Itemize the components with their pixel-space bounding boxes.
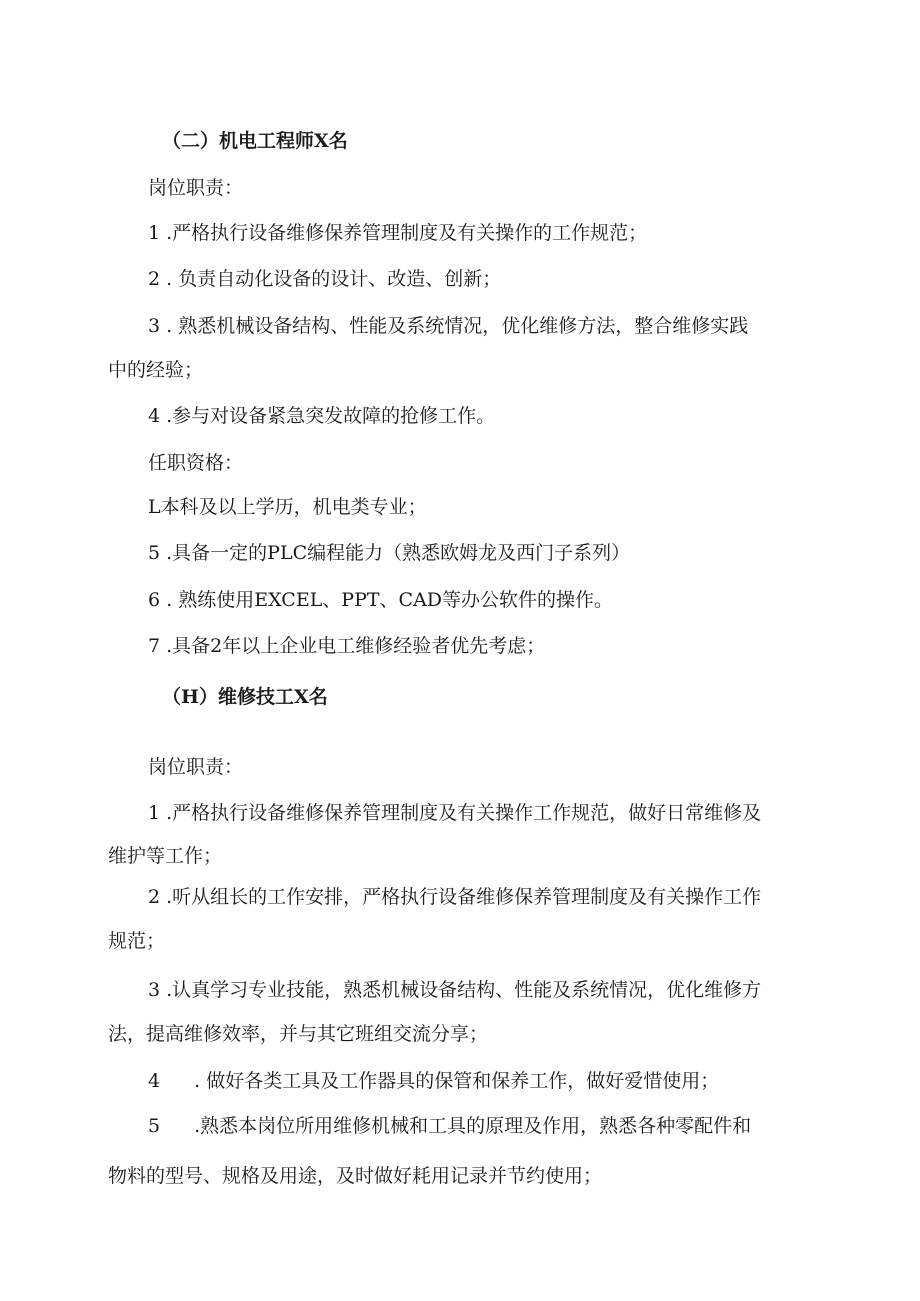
item-number: 5 <box>148 1115 161 1137</box>
item-number: 3 <box>148 315 161 337</box>
duty-item-5-continuation: 物料的型号、规格及用途，及时做好耗用记录并节约使用； <box>108 1165 603 1187</box>
duty-item-3-continuation: 中的经验； <box>108 359 204 381</box>
item-number: 7 <box>148 635 161 657</box>
item-text: .听从组长的工作安排，严格执行设备维修保养管理制度及有关操作工作 <box>166 886 762 908</box>
item-text: . 熟练使用EXCEL、PPT、CAD等办公软件的操作。 <box>166 589 614 611</box>
duty-item-3-continuation: 法，提高维修效率，并与其它班组交流分享； <box>108 1023 489 1045</box>
qualification-item-6 <box>148 587 613 613</box>
section-heading-electromechanical-engineer: （二）机电工程师X名 <box>162 130 348 152</box>
item-text: .认真学习专业技能，熟悉机械设备结构、性能及系统情况，优化维修方 <box>166 979 762 1001</box>
qualification-item-5 <box>148 540 630 566</box>
duty-item-3 <box>148 977 761 1003</box>
item-number: 4 <box>148 1070 161 1092</box>
section-heading-maintenance-technician: （H）维修技工X名 <box>162 686 328 708</box>
item-text: .熟悉本岗位所用维修机械和工具的原理及作用，熟悉各种零配件和 <box>194 1115 752 1137</box>
duties-label: 岗位职责： <box>148 756 244 778</box>
item-number: 1 <box>148 802 161 824</box>
duties-label: 岗位职责： <box>148 177 244 199</box>
item-text: . 负责自动化设备的设计、改造、创新； <box>166 268 502 290</box>
item-text: .参与对设备紧急突发故障的抢修工作。 <box>166 405 496 427</box>
item-number: 2 <box>148 268 161 290</box>
qualification-item-1 <box>148 494 427 520</box>
duty-item-1 <box>148 220 647 246</box>
duty-item-2 <box>148 266 501 292</box>
item-text: L本科及以上学历，机电类专业； <box>148 496 427 518</box>
item-text: .严格执行设备维修保养管理制度及有关操作工作规范，做好日常维修及 <box>166 802 762 824</box>
duty-item-3 <box>148 313 748 339</box>
item-number: 4 <box>148 405 161 427</box>
item-text: . 熟悉机械设备结构、性能及系统情况，优化维修方法，整合维修实践 <box>166 315 749 337</box>
item-text: . 做好各类工具及工作器具的保管和保养工作，做好爱惜使用； <box>194 1070 720 1092</box>
duty-item-4 <box>148 1068 719 1094</box>
item-number: 6 <box>148 589 161 611</box>
item-number: 2 <box>148 886 161 908</box>
duty-item-4 <box>148 403 495 429</box>
duty-item-1 <box>148 800 761 826</box>
item-text: .具备一定的PLC编程能力（熟悉欧姆龙及西门子系列） <box>166 542 631 564</box>
item-text: .具备2年以上企业电工维修经验者优先考虑； <box>166 635 546 657</box>
item-text: .严格执行设备维修保养管理制度及有关操作的工作规范； <box>166 222 648 244</box>
duty-item-2-continuation: 规范； <box>108 930 166 952</box>
item-number: 1 <box>148 222 161 244</box>
duty-item-5 <box>148 1113 751 1139</box>
duty-item-2 <box>148 884 761 910</box>
item-number: 3 <box>148 979 161 1001</box>
qualification-item-7 <box>148 633 545 659</box>
duty-item-1-continuation: 维护等工作； <box>108 845 223 867</box>
item-number: 5 <box>148 542 161 564</box>
qualifications-label: 任职资格： <box>148 452 244 474</box>
